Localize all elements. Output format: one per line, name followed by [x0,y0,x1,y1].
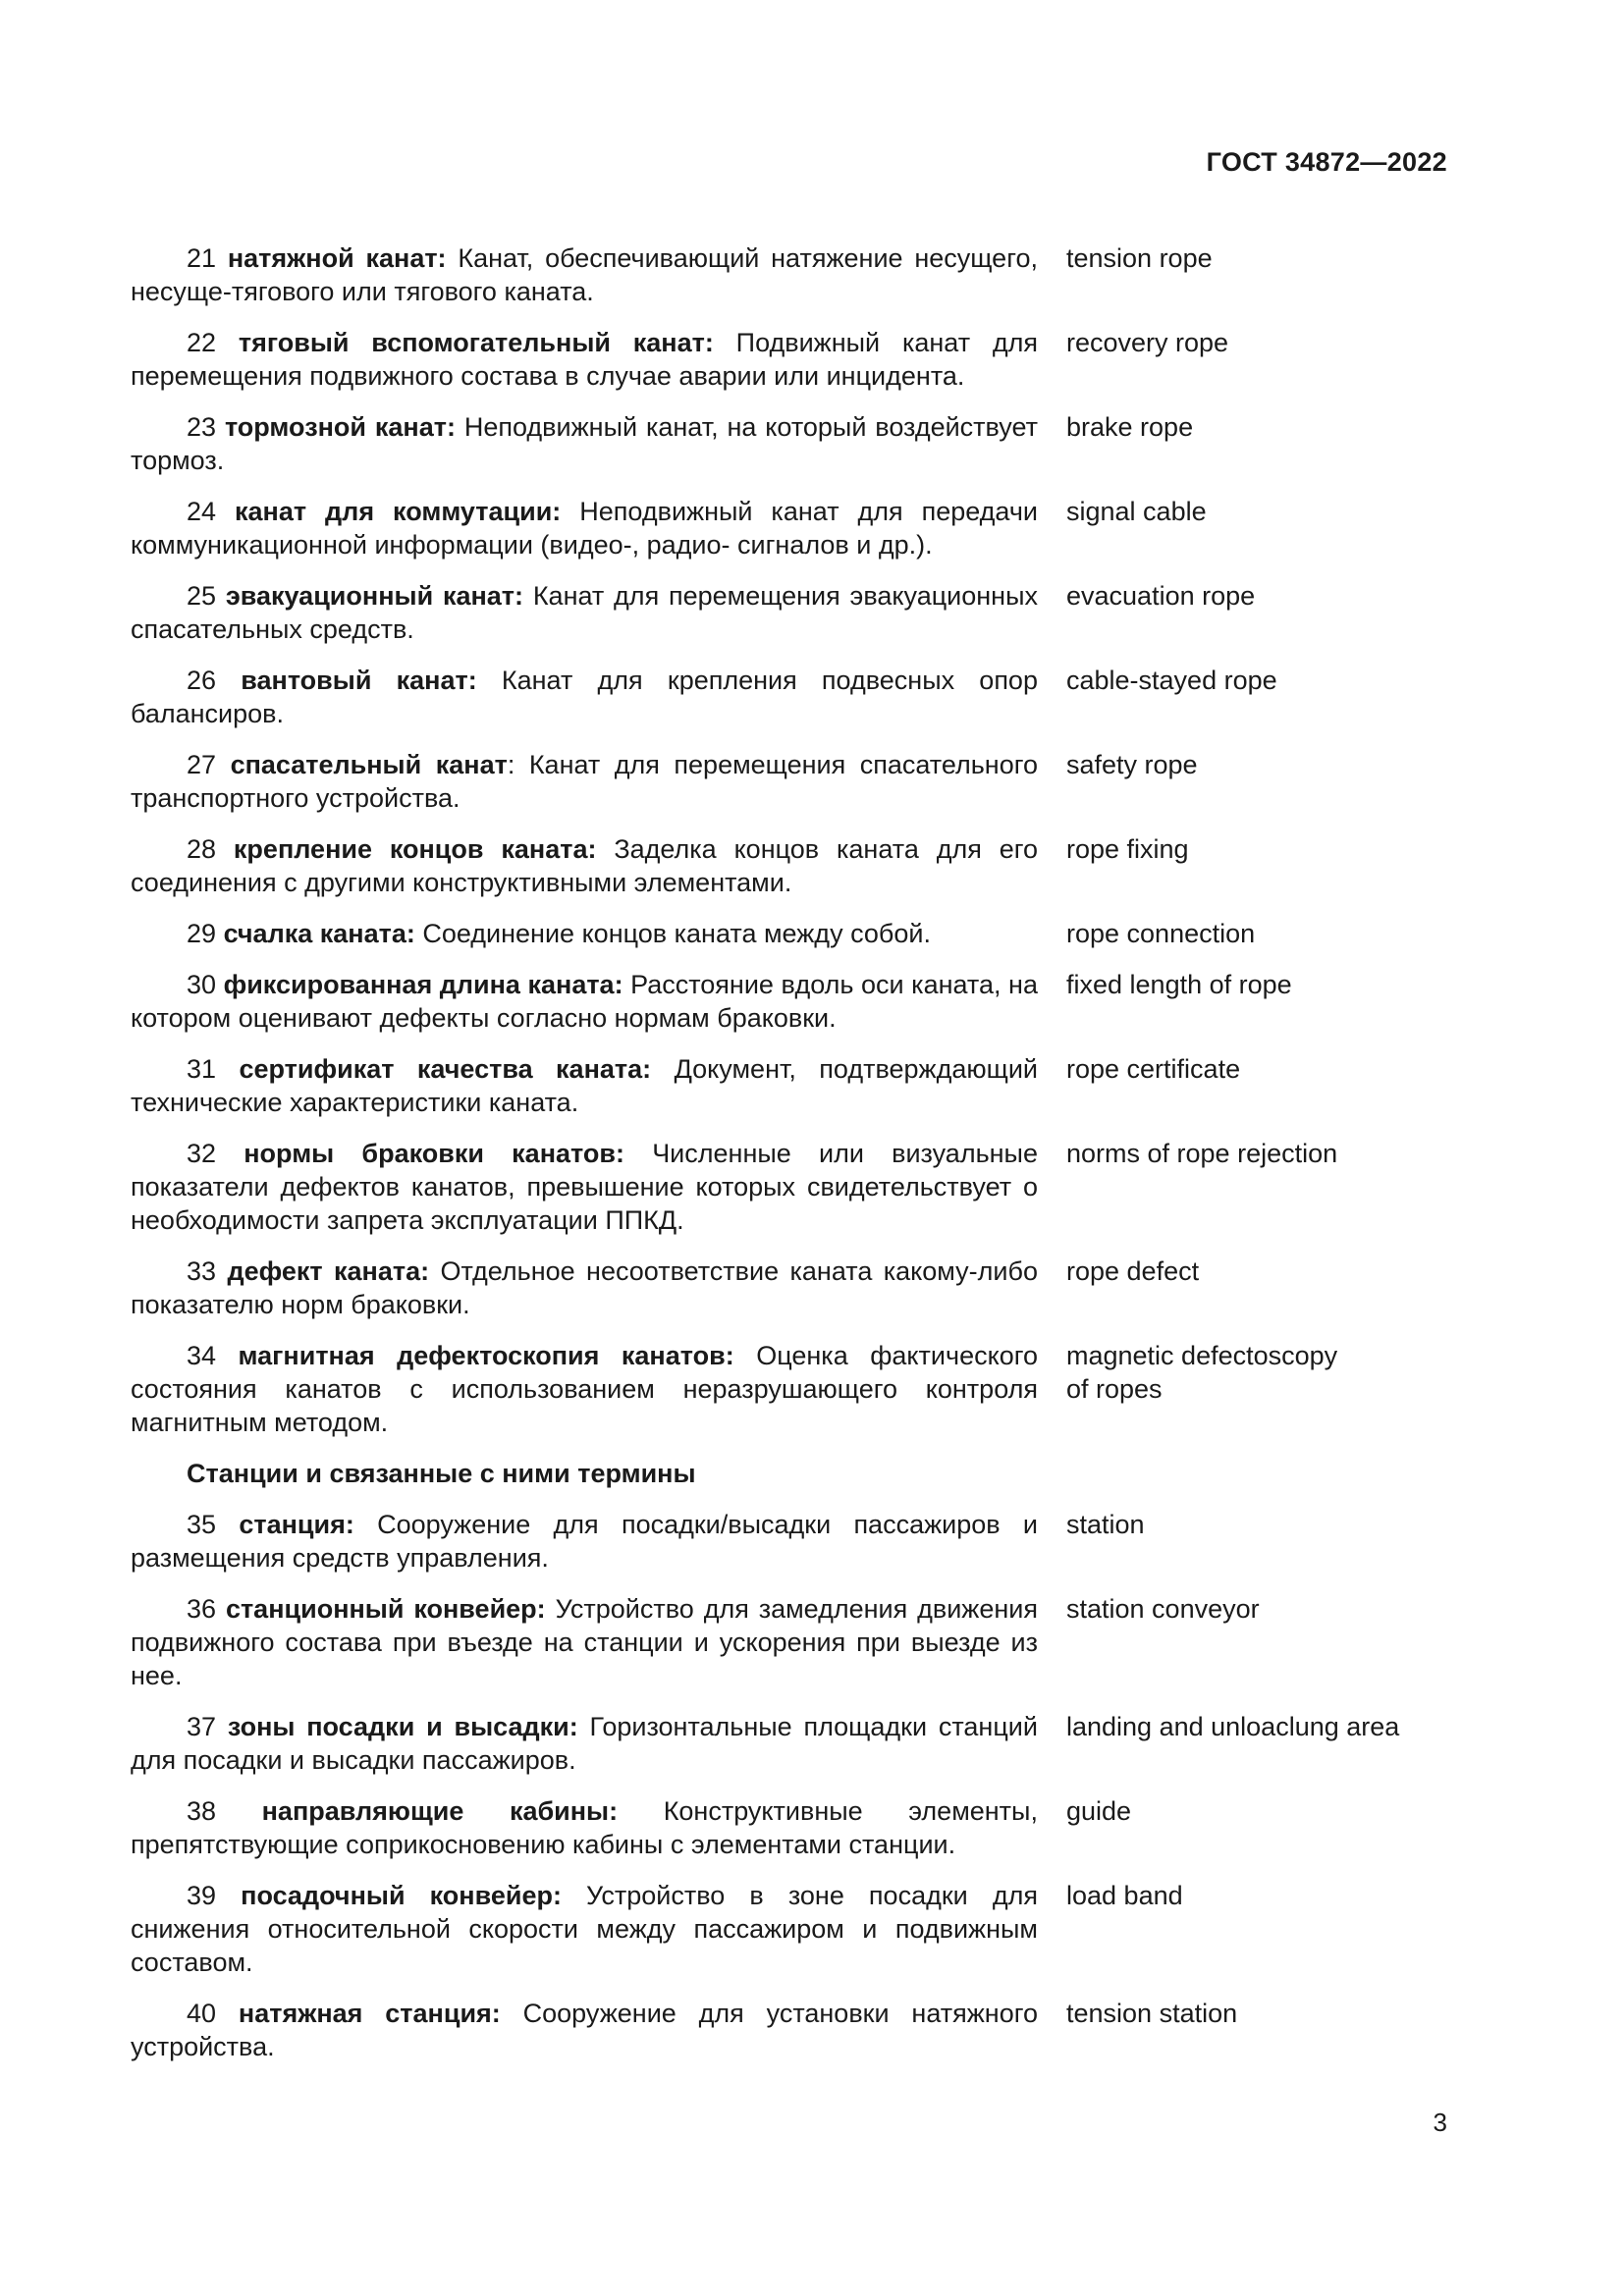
term-english-equivalent: rope certificate [1066,1054,1241,1084]
term-definition-block [131,968,1038,1035]
term-definition-block [131,495,1038,561]
term-entry [131,1052,1446,1119]
term-number: 26 [187,666,217,695]
term-entry [131,1710,1446,1777]
term-name: счалка каната: [223,919,415,948]
term-definition-block [131,1255,1038,1321]
term-name: эвакуационный канат: [225,581,524,611]
term-definition-block [131,1997,1038,2063]
term-definition: Конструктивные элементы, препятствующие соприкосновению кабины с элементами станции. [131,1796,1038,1859]
term-definition-block [131,748,1038,815]
term-entry [131,1339,1446,1439]
term-number: 34 [187,1341,217,1370]
term-english-equivalent: norms of rope rejection [1066,1139,1338,1168]
term-definition: Отдельное несоответствие каната какому-либо показателю норм браковки. [131,1256,1038,1319]
term-definition: Сооружение для посадки/высадки пассажиров и размещения средств управления. [131,1510,1038,1573]
term-english-equivalent: magnetic defectoscopy of ropes [1066,1341,1338,1404]
term-english-equivalent: load band [1066,1881,1183,1910]
term-name: станционный конвейер: [225,1594,546,1624]
term-english-equivalent: evacuation rope [1066,581,1256,611]
term-number: 36 [187,1594,217,1624]
term-entry [131,241,1446,308]
term-name: канат для коммутации: [235,497,562,526]
term-definition: Канат для крепления подвесных опор балансиров. [131,666,1038,728]
term-english-equivalent: signal cable [1066,497,1207,526]
term-entry [131,1879,1446,1979]
term-english-equivalent: rope fixing [1066,834,1189,864]
term-definition: Заделка концов каната для его соединения с другими конструктивными элементами. [131,834,1038,897]
term-definition: : Канат для перемещения спасательного транспортного устройства. [131,750,1038,813]
term-number: 40 [187,1999,217,2028]
term-number: 21 [187,243,217,273]
term-definition-block [131,579,1038,646]
term-entry [131,1794,1446,1861]
term-definition: Канат, обеспечивающий натяжение несущего, несуще-тягового или тягового каната. [131,243,1038,306]
term-number: 23 [187,412,217,442]
term-entry [131,1137,1446,1237]
term-name: тормозной канат: [224,412,456,442]
term-definition-block [131,241,1038,308]
term-english-equivalent: rope defect [1066,1256,1200,1286]
term-definition-block [131,1794,1038,1861]
term-definition-block [131,410,1038,477]
term-definition: Документ, подтверждающий технические характеристики каната. [131,1054,1038,1117]
term-definition-block [131,1879,1038,1979]
term-entry [131,664,1446,730]
page-number: 3 [1433,2108,1447,2137]
term-english-equivalent: landing and unloaclung area [1066,1712,1400,1741]
term-name: направляющие кабины: [261,1796,619,1826]
term-english-equivalent: fixed length of rope [1066,970,1292,999]
term-english-equivalent: station [1066,1510,1145,1539]
term-english-equivalent: safety rope [1066,750,1198,779]
term-definition: Неподвижный канат для передачи коммуникационной информации (видео-, радио- сигналов и др.). [131,497,1038,560]
term-entry [131,917,1446,950]
term-name: вантовый канат: [241,666,477,695]
term-entry [131,579,1446,646]
term-entry [131,410,1446,477]
term-number: 38 [187,1796,217,1826]
term-english-equivalent: guide [1066,1796,1132,1826]
term-name: спасательный канат [230,750,508,779]
term-name: посадочный конвейер: [241,1881,562,1910]
term-name: зоны посадки и высадки: [227,1712,578,1741]
term-entry [131,495,1446,561]
term-name: станция: [239,1510,354,1539]
term-number: 30 [187,970,217,999]
term-definition-block [131,1137,1038,1237]
term-number: 28 [187,834,217,864]
term-name: тяговый вспомогательный канат: [238,328,714,357]
term-number: 22 [187,328,217,357]
term-number: 24 [187,497,217,526]
term-number: 35 [187,1510,217,1539]
term-entry [131,1592,1446,1692]
term-definition: Горизонтальные площадки станций для посадки и высадки пассажиров. [131,1712,1038,1775]
term-english-equivalent: station conveyor [1066,1594,1260,1624]
term-name: натяжная станция: [238,1999,501,2028]
term-number: 29 [187,919,217,948]
term-entry [131,748,1446,815]
term-definition-block [131,1592,1038,1692]
term-name: сертификат качества каната: [239,1054,652,1084]
document-code: ГОСТ 34872—2022 [1206,147,1447,177]
terms-group-stations [131,1508,1446,2063]
term-definition-block [131,664,1038,730]
term-english-equivalent: brake rope [1066,412,1194,442]
term-number: 39 [187,1881,217,1910]
term-number: 25 [187,581,217,611]
term-definition: Неподвижный канат, на который воздействует тормоз. [131,412,1038,475]
term-name: нормы браковки канатов: [244,1139,624,1168]
term-english-equivalent: tension station [1066,1999,1238,2028]
term-english-equivalent: recovery rope [1066,328,1229,357]
term-name: магнитная дефектоскопия канатов: [238,1341,734,1370]
term-number: 27 [187,750,217,779]
term-definition: Расстояние вдоль оси каната, на котором оценивают дефекты согласно нормам браковки. [131,970,1038,1033]
term-entry [131,1255,1446,1321]
term-definition: Подвижный канат для перемещения подвижного состава в случае аварии или инцидента. [131,328,1038,391]
term-number: 33 [187,1256,217,1286]
terms-group-ropes [131,241,1446,1439]
term-definition: Канат для перемещения эвакуационных спасательных средств. [131,581,1038,644]
term-definition: Сооружение для установки натяжного устройства. [131,1999,1038,2061]
term-definition: Численные или визуальные показатели дефектов канатов, превышение которых свидетельствует о необходимости запрета эксплуатации ППКД. [131,1139,1038,1235]
term-number: 32 [187,1139,217,1168]
term-entry [131,968,1446,1035]
section-heading: Станции и связанные с ними термины [187,1459,696,1488]
term-name: натяжной канат: [227,243,447,273]
term-definition: Оценка фактического состояния канатов с использованием неразрушающего контроля магнитным методом. [131,1341,1038,1437]
term-definition: Устройство в зоне посадки для снижения относительной скорости между пассажиром и подвижным составом. [131,1881,1038,1977]
term-definition-block [131,1710,1038,1777]
term-definition-block [131,1052,1038,1119]
term-entry [131,1508,1446,1575]
term-definition: Соединение концов каната между собой. [422,919,931,948]
term-definition-block [131,917,1038,950]
term-number: 31 [187,1054,217,1084]
term-english-equivalent: rope connection [1066,919,1256,948]
term-name: фиксированная длина каната: [223,970,623,999]
term-name: крепление концов каната: [233,834,597,864]
term-entry [131,326,1446,393]
terms-list [131,241,1446,2081]
term-definition-block [131,326,1038,393]
term-entry [131,832,1446,899]
term-definition-block [131,832,1038,899]
term-number: 37 [187,1712,217,1741]
term-definition-block [131,1339,1038,1439]
term-definition-block [131,1508,1038,1575]
term-english-equivalent: cable-stayed rope [1066,666,1277,695]
term-entry [131,1997,1446,2063]
term-english-equivalent: tension rope [1066,243,1213,273]
term-name: дефект каната: [227,1256,430,1286]
term-definition: Устройство для замедления движения подвижного состава при въезде на станции и ускорения при выезде из нее. [131,1594,1038,1690]
